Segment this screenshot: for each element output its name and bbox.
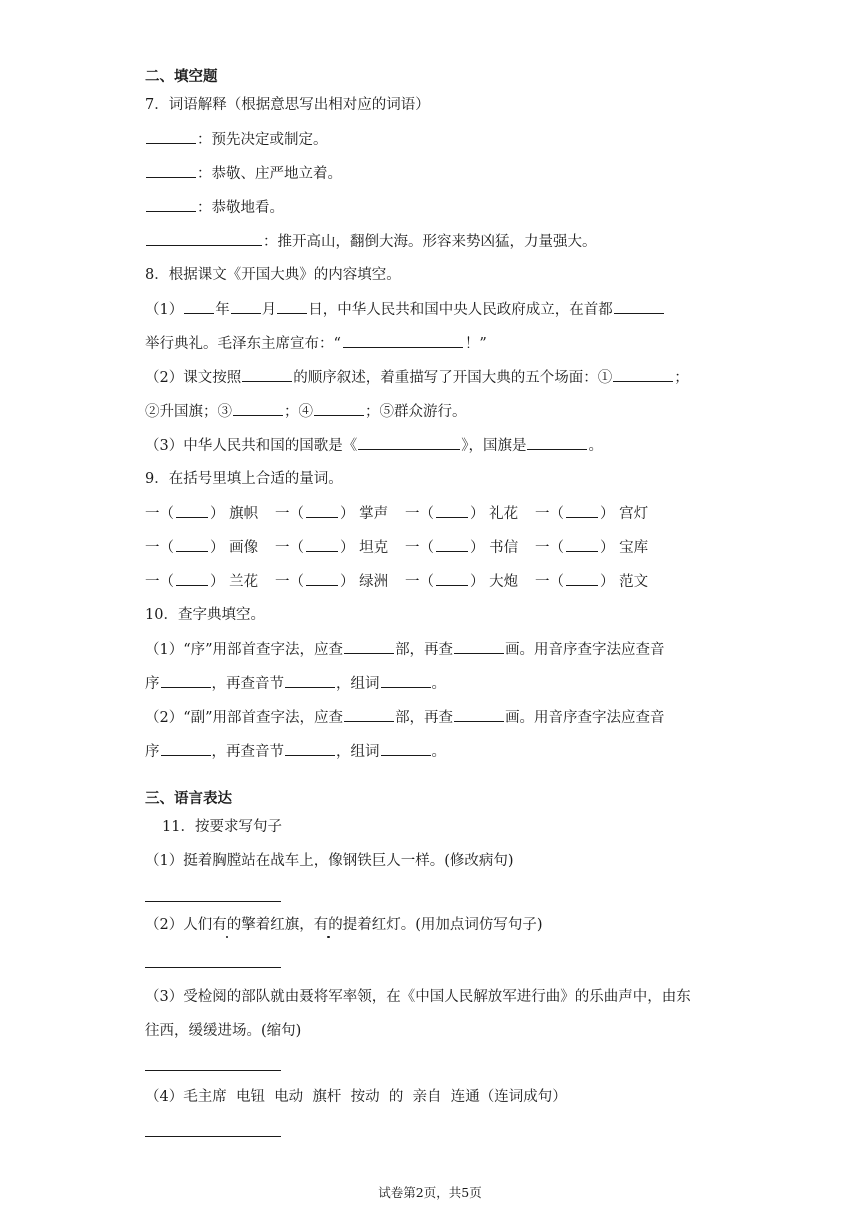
answer-blank[interactable]	[306, 536, 338, 552]
answer-blank[interactable]	[146, 162, 196, 178]
answer-blank[interactable]	[306, 570, 338, 586]
answer-blank[interactable]	[613, 366, 673, 382]
q8-part-2-line-2: ②升国旗；③ ；④ ；⑤群众游行。	[145, 400, 725, 423]
section-heading: 三、语言表达	[145, 790, 232, 807]
q11-sentence-3-line-1: （3）受检阅的部队就由聂将军率领，在《中国人民解放军进行曲》的乐曲声中，由东	[145, 989, 691, 1005]
q8-part-1-line-1: （1） 年 月 日，中华人民共和国中央人民政府成立，在首都	[145, 298, 725, 321]
section-heading: 二、填空题	[145, 68, 218, 85]
answer-blank[interactable]	[285, 740, 335, 756]
question-10-title: 10．查字典填空。	[145, 607, 265, 623]
q8-part-1-line-2: 举行典礼。毛泽东主席宣布：“ ！”	[145, 332, 725, 355]
answer-blank[interactable]	[233, 400, 283, 416]
q11-sentence-1: （1）挺着胸膛站在战车上，像钢铁巨人一样。(修改病句)	[145, 853, 514, 869]
question-9-title: 9．在括号里填上合适的量词。	[145, 471, 343, 487]
measure-word-item: 一（ ） 大炮	[405, 570, 535, 593]
answer-line[interactable]	[145, 901, 281, 902]
answer-line[interactable]	[145, 1070, 281, 1071]
answer-blank[interactable]	[566, 570, 598, 586]
q10-part-1-line-2: 序 ，再查音节 ，组词 。	[145, 672, 725, 695]
answer-blank[interactable]	[358, 434, 460, 450]
q10-part-2-line-1: （2）“副”用部首查字法，应查 部，再查 画。用音序查字法应查音	[145, 706, 725, 729]
measure-word-item: 一（ ） 范文	[535, 570, 665, 593]
q10-part-2-line-2: 序 ，再查音节 ，组词 。	[145, 740, 725, 763]
answer-blank[interactable]	[146, 128, 196, 144]
dotted-word: 有的	[313, 917, 343, 933]
q8-part-3: （3）中华人民共和国的国歌是《 》，国旗是 。	[145, 434, 725, 457]
question-11-title: 11．按要求写句子	[162, 819, 282, 835]
measure-word-item: 一（ ） 画像	[145, 536, 275, 559]
q11-sentence-2: （2）人们有的擎着红旗，有的提着红灯。(用加点词仿写句子)	[145, 917, 543, 933]
answer-blank[interactable]	[454, 706, 504, 722]
answer-blank[interactable]	[161, 672, 211, 688]
q7-item-3: ：恭敬地看。	[145, 196, 725, 219]
answer-blank[interactable]	[176, 570, 208, 586]
q8-part-2-line-1: （2）课文按照 的顺序叙述，着重描写了开国大典的五个场面：① ；	[145, 366, 725, 389]
measure-word-item: 一（ ） 掌声	[275, 502, 405, 525]
answer-blank[interactable]	[436, 502, 468, 518]
q10-part-1-line-1: （1）“序”用部首查字法，应查 部，再查 画。用音序查字法应查音	[145, 638, 725, 661]
answer-blank[interactable]	[285, 672, 335, 688]
q11-sentence-4: （4）毛主席 电钮 电动 旗杆 按动 的 亲自 连通（连词成句）	[145, 1089, 567, 1105]
measure-word-item: 一（ ） 绿洲	[275, 570, 405, 593]
answer-blank[interactable]	[381, 740, 431, 756]
question-8-title: 8．根据课文《开国大典》的内容填空。	[145, 267, 401, 283]
answer-blank[interactable]	[161, 740, 211, 756]
answer-blank[interactable]	[344, 638, 394, 654]
q7-item-1: ：预先决定或制定。	[145, 128, 725, 151]
answer-blank[interactable]	[436, 570, 468, 586]
answer-blank[interactable]	[146, 196, 196, 212]
measure-word-item: 一（ ） 书信	[405, 536, 535, 559]
answer-blank[interactable]	[566, 502, 598, 518]
answer-blank[interactable]	[184, 298, 214, 314]
answer-blank[interactable]	[306, 502, 338, 518]
measure-word-item: 一（ ） 坦克	[275, 536, 405, 559]
q7-item-4: ：推开高山，翻倒大海。形容来势凶猛，力量强大。	[145, 230, 725, 253]
measure-word-item: 一（ ） 宝库	[535, 536, 665, 559]
answer-blank[interactable]	[614, 298, 664, 314]
answer-blank[interactable]	[176, 536, 208, 552]
answer-blank[interactable]	[314, 400, 364, 416]
measure-word-item: 一（ ） 旗帜	[145, 502, 275, 525]
measure-word-item: 一（ ） 宫灯	[535, 502, 665, 525]
answer-blank[interactable]	[146, 230, 262, 246]
answer-blank[interactable]	[454, 638, 504, 654]
measure-word-item: 一（ ） 兰花	[145, 570, 275, 593]
answer-blank[interactable]	[343, 332, 463, 348]
page-footer: 试卷第2页，共5页	[378, 1185, 482, 1200]
answer-blank[interactable]	[381, 672, 431, 688]
answer-line[interactable]	[145, 967, 281, 968]
answer-blank[interactable]	[436, 536, 468, 552]
dotted-word: 有的	[212, 917, 242, 933]
answer-blank[interactable]	[527, 434, 587, 450]
measure-word-item: 一（ ） 礼花	[405, 502, 535, 525]
q9-row-1	[145, 502, 725, 525]
answer-blank[interactable]	[277, 298, 307, 314]
q7-item-2: ：恭敬、庄严地立着。	[145, 162, 725, 185]
q11-sentence-3-line-2: 往西，缓缓进场。(缩句)	[145, 1023, 302, 1039]
question-7-title: 7．词语解释（根据意思写出相对应的词语）	[145, 97, 430, 113]
q9-row-2	[145, 536, 725, 559]
answer-blank[interactable]	[176, 502, 208, 518]
answer-blank[interactable]	[231, 298, 261, 314]
answer-blank[interactable]	[566, 536, 598, 552]
answer-line[interactable]	[145, 1136, 281, 1137]
answer-blank[interactable]	[242, 366, 292, 382]
answer-blank[interactable]	[344, 706, 394, 722]
q9-row-3	[145, 570, 725, 593]
